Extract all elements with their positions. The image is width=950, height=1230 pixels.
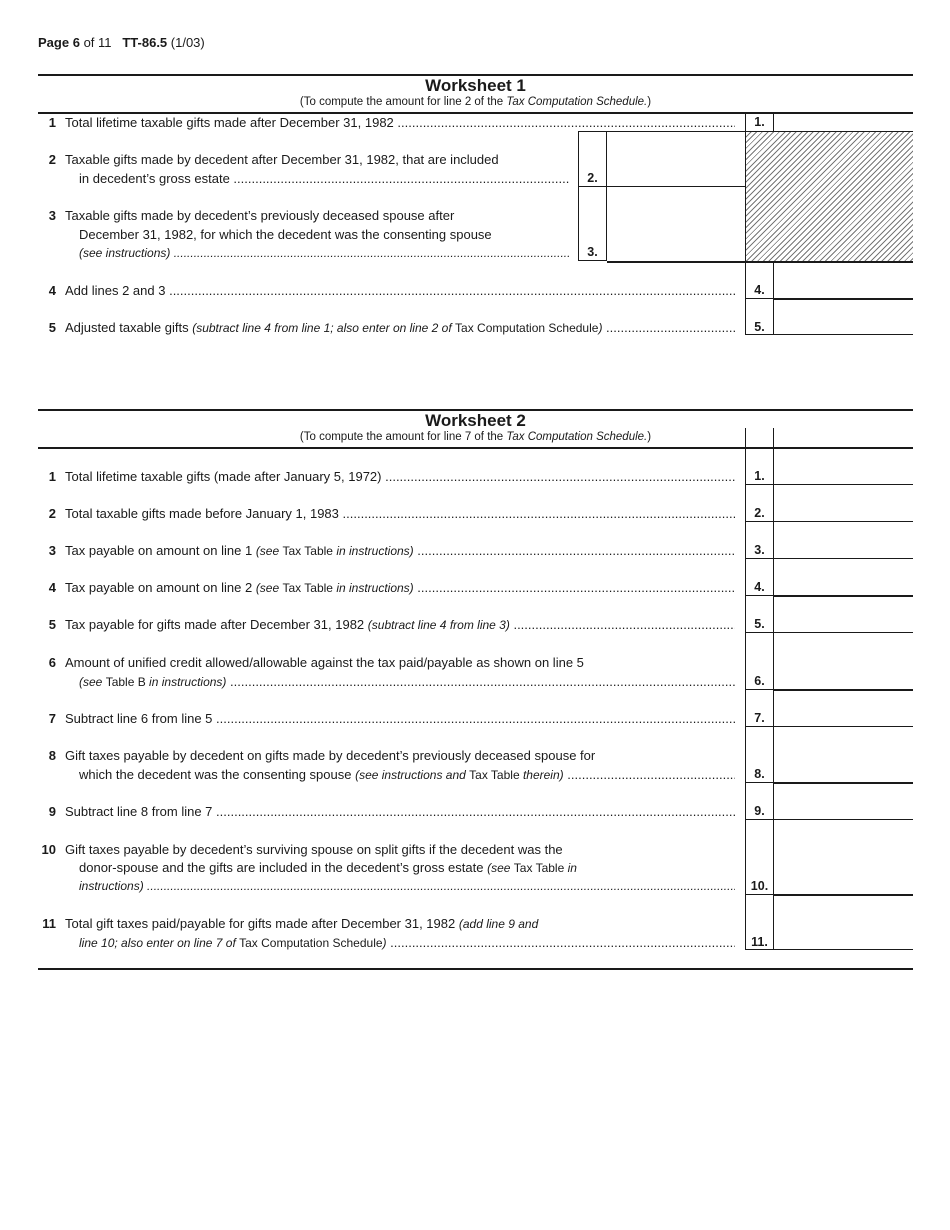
ws2-subtitle: (To compute the amount for line 7 of the Tax Computation Schedule.) — [299, 431, 652, 443]
ws1-box-label-2: 2. — [587, 171, 598, 185]
ws2-box-label-4: 4. — [754, 580, 765, 594]
ws2-line-number: 6 — [48, 655, 56, 670]
ws2-line8-text1: Gift taxes payable by decedent on gifts made by decedent’s previously deceased spouse for — [65, 748, 596, 763]
form-id: TT-86.5 — [122, 35, 168, 50]
ws1-line3-text2: December 31, 1982, for which the decedent was the consenting spouse — [79, 227, 492, 242]
ws1-line2-text2: in decedent’s gross estate ..... — [79, 169, 569, 188]
ws2-line1-text: Total lifetime taxable gifts (made after January 5, 1972) ..... — [65, 467, 735, 486]
ws1-box-label-4: 4. — [754, 283, 765, 297]
ws2-box-label-3: 3. — [754, 543, 765, 557]
ws1-line2-text1: Taxable gifts made by decedent after December 31, 1982, that are included — [65, 152, 499, 167]
ws1-box-label-1: 1. — [754, 115, 765, 129]
ws2-line-number: 10 — [41, 842, 56, 857]
form-revision: (1/03) — [170, 35, 205, 50]
ws2-line10-text1: Gift taxes payable by decedent’s surviving spouse on split gifts if the decedent was the — [65, 842, 563, 857]
ws1-hatched-area — [746, 132, 913, 261]
ws2-line-number: 5 — [48, 617, 56, 632]
page-total: of 11 — [83, 35, 112, 50]
ws2-line4-text: Tax payable on amount on line 2 (see Tax Table in instructions) ..... — [65, 578, 735, 598]
ws1-line1-amount-field[interactable] — [774, 114, 913, 131]
ws2-line3-amount-field[interactable] — [774, 522, 913, 558]
ws1-line4-text: Add lines 2 and 3 ..... — [65, 281, 735, 300]
ws2-line5-amount-field[interactable] — [774, 597, 913, 632]
ws2-box-label-11: 11. — [751, 935, 768, 949]
ws2-line7-text: Subtract line 6 from line 5 ..... — [65, 709, 735, 728]
ws1-line-number: 5 — [48, 320, 56, 335]
ws1-line1-text: Total lifetime taxable gifts made after December 31, 1982 ..... — [65, 113, 735, 132]
ws1-line3-text3: (see instructions) ..... — [79, 244, 569, 263]
ws1-box-label-3: 3. — [587, 245, 598, 259]
ws1-line2-amount-field[interactable] — [607, 132, 745, 186]
ws2-line11-text2: line 10; also enter on line 7 of Tax Computation Schedule) ..... — [79, 933, 735, 953]
ws1-line3-amount-field[interactable] — [607, 187, 745, 260]
ws2-title: Worksheet 2 — [425, 411, 526, 430]
ws2-line6-text2: (see Table B in instructions) ..... — [79, 672, 735, 692]
ws1-line-number: 2 — [48, 152, 56, 167]
ws2-line1-amount-field[interactable] — [774, 449, 913, 484]
ws2-box-label-8: 8. — [754, 767, 765, 781]
ws2-box-label-5: 5. — [754, 617, 765, 631]
ws2-line-number: 1 — [48, 469, 56, 484]
ws1-line5-amount-field[interactable] — [774, 300, 913, 334]
ws2-line-number: 11 — [42, 916, 56, 931]
ws2-line8-amount-field[interactable] — [774, 727, 913, 782]
ws1-subtitle: (To compute the amount for line 2 of the Tax Computation Schedule.) — [299, 96, 652, 108]
ws1-line-number: 1 — [48, 115, 56, 130]
page-header — [38, 35, 205, 50]
ws1-title: Worksheet 1 — [425, 76, 526, 95]
ws2-line4-amount-field[interactable] — [774, 559, 913, 595]
ws2-line5-text: Tax payable for gifts made after December 31, 1982 (subtract line 4 from line 3) ..... — [65, 615, 735, 635]
ws2-line11-text1: Total gift taxes paid/payable for gifts made after December 31, 1982 (add line 9 and — [65, 916, 539, 931]
ws1-line-number: 4 — [48, 283, 56, 298]
ws2-box-label-10: 10. — [750, 879, 769, 893]
ws2-line3-text: Tax payable on amount on line 1 (see Tax Table in instructions) ..... — [65, 541, 735, 561]
ws1-box-label-5: 5. — [754, 320, 765, 334]
ws2-bottom-rule — [38, 968, 913, 970]
ws1-line-number: 3 — [48, 208, 56, 223]
ws2-line6-amount-field[interactable] — [774, 633, 913, 689]
ws2-line9-text: Subtract line 8 from line 7 ..... — [65, 802, 735, 821]
ws2-line2-amount-field[interactable] — [774, 485, 913, 521]
page-number: 6 — [72, 35, 80, 50]
ws2-line-number: 4 — [48, 580, 56, 595]
ws2-line-number: 7 — [48, 711, 56, 726]
ws2-line10-text2: donor-spouse and the gifts are included in the decedent’s gross estate (see Tax Table in — [79, 860, 577, 875]
ws1-line4-amount-field[interactable] — [774, 263, 913, 298]
ws2-line6-text1: Amount of unified credit allowed/allowable against the tax paid/payable as shown on line 5 — [65, 655, 584, 670]
ws1-line3-text1: Taxable gifts made by decedent’s previously deceased spouse after — [65, 208, 455, 223]
ws2-line9-amount-field[interactable] — [774, 784, 913, 819]
ws2-line8-text2: which the decedent was the consenting spouse (see instructions and Tax Table therein) ..... — [79, 765, 735, 785]
ws2-box-label-2: 2. — [754, 506, 765, 520]
page-label: Page — [38, 35, 70, 50]
ws2-box-label-1: 1. — [754, 469, 765, 483]
ws2-line-number: 2 — [48, 506, 56, 521]
ws2-box-label-6: 6. — [754, 674, 765, 688]
ws2-line-number: 3 — [48, 543, 56, 558]
ws2-line11-amount-field[interactable] — [774, 896, 913, 949]
ws2-line2-text: Total taxable gifts made before January 1, 1983 ..... — [65, 504, 735, 523]
ws2-line10-text3: instructions) ..... — [79, 877, 735, 896]
ws2-line7-amount-field[interactable] — [774, 691, 913, 726]
ws2-line10-amount-field[interactable] — [774, 820, 913, 894]
ws2-line-number: 9 — [48, 804, 56, 819]
ws2-box-label-7: 7. — [754, 711, 765, 725]
ws2-box-label-9: 9. — [754, 804, 765, 818]
ws1-line5-text: Adjusted taxable gifts (subtract line 4 from line 1; also enter on line 2 of Tax Computation Schedule) ..... — [65, 318, 735, 338]
ws2-line-number: 8 — [48, 748, 56, 763]
